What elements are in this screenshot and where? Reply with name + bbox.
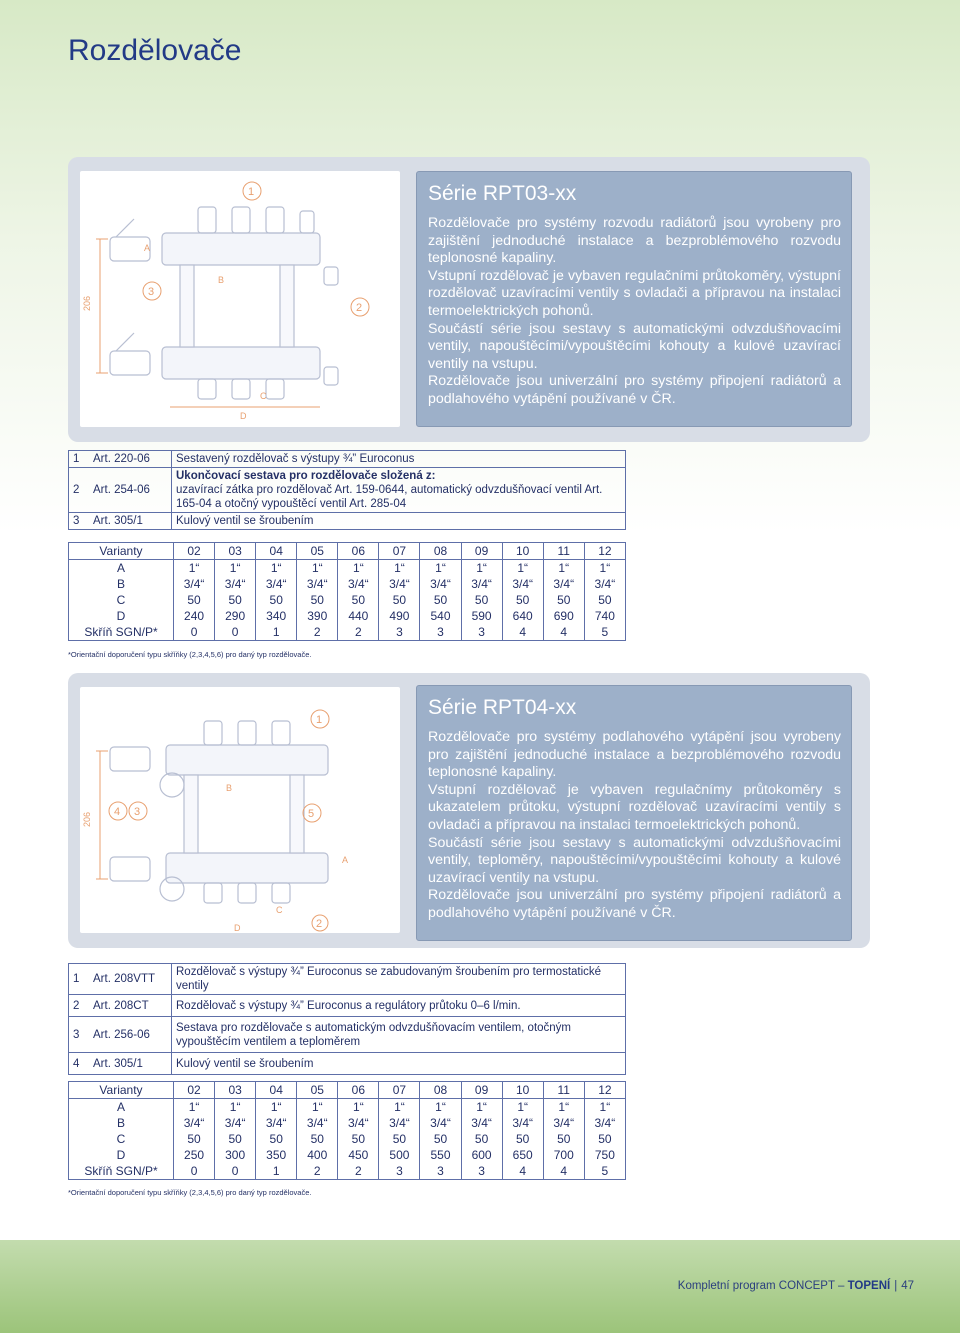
table-cell: 50 [256,592,297,608]
table-cell: 3/4“ [502,576,543,592]
callout-3: 3 [134,806,141,818]
table-cell: 1“ [461,1099,502,1116]
table-cell: 3/4“ [338,1115,379,1131]
callout-1: 1 [316,714,323,726]
dim-label-b: B [218,275,225,285]
article-number: 1 [69,964,90,995]
variant-header-cell: 10 [502,543,543,560]
table-cell: 50 [461,1131,502,1147]
table-cell: 50 [543,1131,584,1147]
table-cell: 2 [297,624,338,641]
table-row [69,576,626,592]
table-cell: 690 [543,608,584,624]
table-cell: 750 [584,1147,625,1163]
table-cell: 1“ [297,1099,338,1116]
variant-header-cell: 09 [461,543,502,560]
table-header-row [69,543,626,560]
variant-header-cell: 04 [256,543,297,560]
table-cell: 600 [461,1147,502,1163]
variant-header-cell: 05 [297,1082,338,1099]
table-cell: 3/4“ [174,1115,215,1131]
table-cell: 2 [297,1163,338,1180]
table-cell: 3 [379,624,420,641]
table-cell: 1“ [215,1099,256,1116]
dim-label-d: D [234,923,241,933]
table-cell: 1“ [584,560,625,577]
table-cell: 1“ [338,560,379,577]
table-cell: 490 [379,608,420,624]
variant-header-cell: 06 [338,543,379,560]
table-cell: 3/4“ [215,1115,256,1131]
table-row [69,468,626,513]
article-code: Art. 208CT [89,995,172,1017]
table-cell: 4 [543,624,584,641]
series-rpt03-description [416,171,852,427]
articles-table-rpt04 [68,963,626,1075]
table-row [69,1131,626,1147]
page-number: 47 [901,1280,914,1292]
manifold-drawing-svg [80,687,400,933]
table-cell: 3/4“ [338,576,379,592]
dim-label-a: A [144,243,151,253]
table-cell: 440 [338,608,379,624]
variant-header-cell: 02 [174,543,215,560]
table-row [69,964,626,995]
variant-header-cell: 12 [584,543,625,560]
table-cell: 0 [215,624,256,641]
table-row [69,995,626,1017]
table-cell: 4 [543,1163,584,1180]
article-number: 3 [69,1017,90,1053]
dimension-label: 206 [82,295,92,311]
table-row [69,1053,626,1075]
row-label: D [69,1147,174,1163]
row-label: D [69,608,174,624]
series-title: Série RPT03-xx [428,182,577,205]
row-label: A [69,560,174,577]
table-cell: 590 [461,608,502,624]
table-cell: 50 [215,592,256,608]
description-paragraph: Rozdělovače jsou univerzální pro systémy připojení radiátorů a podlahového vytápění používané v ČR. [428,373,841,407]
row-label: A [69,1099,174,1116]
table-cell: 50 [379,592,420,608]
table-cell: 1“ [379,560,420,577]
table-cell: 300 [215,1147,256,1163]
variants-table-rpt03 [68,542,626,641]
description-paragraph: Rozdělovače pro systémy podlahového vytápění jsou vyrobeny pro zajištění jednoduché instalace a bezproblémového rozvodu teplonosné kapaliny. [428,729,841,781]
table-cell: 50 [174,592,215,608]
table-cell: 50 [461,592,502,608]
table-cell: 3/4“ [502,1115,543,1131]
table-row [69,1115,626,1131]
footnote: *Orientační doporučení typu skříňky (2,3,4,5,6) pro daný typ rozdělovače. [68,1188,312,1197]
article-number: 3 [69,513,90,530]
table-cell: 3 [461,1163,502,1180]
table-cell: 3/4“ [256,1115,297,1131]
footer-separator: | [894,1280,898,1292]
table-cell: 4 [502,1163,543,1180]
article-code: Art. 208VTT [89,964,172,995]
variant-header-cell: 05 [297,543,338,560]
article-code: Art. 254-06 [89,468,172,513]
table-cell: 3/4“ [174,576,215,592]
callout-1: 1 [248,186,255,198]
table-row [69,451,626,468]
variant-header-cell: 08 [420,1082,461,1099]
table-cell: 240 [174,608,215,624]
articles-table-rpt03 [68,450,626,530]
article-number: 1 [69,451,90,468]
article-number: 4 [69,1053,90,1075]
row-label: C [69,1131,174,1147]
table-cell: 50 [584,1131,625,1147]
table-cell: 1“ [584,1099,625,1116]
table-cell: 3/4“ [420,576,461,592]
series-title: Série RPT04-xx [428,696,577,719]
series-rpt03-panel [68,157,870,442]
table-cell: 5 [584,1163,625,1180]
variants-header-label: Varianty [69,543,174,560]
table-cell: 3/4“ [461,1115,502,1131]
table-cell: 50 [584,592,625,608]
description-paragraph: Součástí série jsou sestavy s automatickými odvzdušňovacími ventily, teploměry, napouštěcími/vypouštěcími kohouty a kulové uzavírací ventily na vstupu. [428,834,841,886]
variant-header-cell: 06 [338,1082,379,1099]
article-description [172,468,626,513]
table-cell: 50 [502,592,543,608]
table-cell: 1“ [420,1099,461,1116]
table-cell: 1“ [420,560,461,577]
variants-header-label: Varianty [69,1082,174,1099]
article-description: Rozdělovač s výstupy ¾” Euroconus a regulátory průtoku 0–6 l/min. [172,995,626,1017]
variant-header-cell: 10 [502,1082,543,1099]
table-row [69,624,626,641]
description-paragraph: Rozdělovače pro systémy rozvodu radiátorů jsou vyrobeny pro zajištění jednoduché instalace a bezproblémového rozvodu teplonosné kapaliny. [428,215,841,267]
table-cell: 0 [215,1163,256,1180]
article-description: Kulový ventil se šroubením [172,513,626,530]
article-description-detail: uzavírací zátka pro rozdělovač Art. 159-0644, automatický odvzdušňovací ventil Art. 165-04 a otočný vypouštěcí ventil Art. 285-04 [176,484,603,510]
table-cell: 50 [297,1131,338,1147]
table-cell: 1“ [174,560,215,577]
table-cell: 1 [256,1163,297,1180]
table-cell: 650 [502,1147,543,1163]
table-cell: 50 [502,1131,543,1147]
manifold-drawing-rpt03 [80,171,400,427]
table-cell: 50 [256,1131,297,1147]
series-rpt04-description [416,685,852,941]
footer-section: TOPENÍ [847,1280,891,1292]
table-cell: 250 [174,1147,215,1163]
table-cell: 4 [502,624,543,641]
variant-header-cell: 07 [379,543,420,560]
table-cell: 50 [338,592,379,608]
table-cell: 50 [174,1131,215,1147]
table-cell: 640 [502,608,543,624]
table-cell: 3/4“ [543,576,584,592]
table-cell: 740 [584,608,625,624]
variant-header-cell: 07 [379,1082,420,1099]
table-cell: 50 [420,592,461,608]
table-cell: 1“ [256,1099,297,1116]
table-cell: 350 [256,1147,297,1163]
table-cell: 340 [256,608,297,624]
series-rpt04-panel [68,673,870,948]
table-row [69,592,626,608]
callout-3: 3 [148,286,155,298]
row-label: B [69,576,174,592]
table-cell: 0 [174,624,215,641]
table-cell: 3/4“ [379,576,420,592]
callout-4: 4 [114,806,121,818]
table-cell: 50 [379,1131,420,1147]
table-cell: 50 [420,1131,461,1147]
table-cell: 2 [338,624,379,641]
description-paragraph: Vstupní rozdělovač je vybaven regulačnímy průtokoměry s ukazatelem průtoku, výstupní rozdělovač uzavíracími ventily s ovladači a přípravou na instalaci termoelektrických pohonů. [428,781,841,833]
page-title: Rozdělovače [68,34,242,67]
table-cell: 50 [543,592,584,608]
table-cell: 0 [174,1163,215,1180]
footer-program: Kompletní program CONCEPT – [677,1280,845,1292]
article-number: 2 [69,995,90,1017]
article-description-title: Ukončovací sestava pro rozdělovače složená z: [176,470,436,482]
article-description: Sestavený rozdělovač s výstupy ¾” Euroconus [172,451,626,468]
variant-header-cell: 09 [461,1082,502,1099]
variant-header-cell: 02 [174,1082,215,1099]
table-cell: 3/4“ [297,576,338,592]
row-label: B [69,1115,174,1131]
table-row [69,1017,626,1053]
table-cell: 400 [297,1147,338,1163]
dim-label-d: D [240,411,247,421]
manifold-drawing-svg [80,171,400,427]
table-cell: 1“ [543,1099,584,1116]
variant-header-cell: 08 [420,543,461,560]
table-cell: 3/4“ [461,576,502,592]
dim-label-b: B [226,783,233,793]
variant-header-cell: 03 [215,543,256,560]
table-cell: 550 [420,1147,461,1163]
variant-header-cell: 12 [584,1082,625,1099]
footnote: *Orientační doporučení typu skříňky (2,3,4,5,6) pro daný typ rozdělovače. [68,650,312,659]
table-cell: 450 [338,1147,379,1163]
callout-2: 2 [356,302,363,314]
article-code: Art. 220-06 [89,451,172,468]
table-cell: 1“ [543,560,584,577]
callout-2: 2 [316,918,323,930]
table-row [69,1163,626,1180]
article-description: Sestava pro rozdělovače s automatickým odvzdušňovacím ventilem, otočným vypouštěcím ventilem a teploměrem [172,1017,626,1053]
article-description: Rozdělovač s výstupy ¾” Euroconus se zabudovaným šroubením pro termostatické ventily [172,964,626,995]
variants-table-rpt04 [68,1081,626,1180]
table-row [69,1147,626,1163]
table-cell: 3 [420,1163,461,1180]
table-cell: 1“ [502,1099,543,1116]
table-cell: 1“ [379,1099,420,1116]
article-number: 2 [69,468,90,513]
article-code: Art. 305/1 [89,1053,172,1075]
table-cell: 3 [420,624,461,641]
table-row [69,560,626,577]
table-cell: 3 [461,624,502,641]
table-cell: 3/4“ [256,576,297,592]
dim-label-c: C [276,905,283,915]
callout-5: 5 [308,808,315,820]
table-cell: 3/4“ [297,1115,338,1131]
row-label: C [69,592,174,608]
table-cell: 1“ [338,1099,379,1116]
article-description: Kulový ventil se šroubením [172,1053,626,1075]
table-cell: 1“ [256,560,297,577]
dim-label-c: C [260,391,267,401]
table-cell: 50 [297,592,338,608]
article-code: Art. 305/1 [89,513,172,530]
table-cell: 3/4“ [584,1115,625,1131]
table-cell: 1 [256,624,297,641]
description-paragraph: Vstupní rozdělovač je vybaven regulačními průtokoměry, výstupní rozdělovač uzavíracími ventily s ovladači a přípravou na instalaci termoelektrických pohonů. [428,267,841,319]
footer [678,1280,914,1292]
table-cell: 1“ [461,560,502,577]
table-cell: 3 [379,1163,420,1180]
table-cell: 3/4“ [584,576,625,592]
table-cell: 700 [543,1147,584,1163]
row-label: Skříň SGN/P* [69,1163,174,1180]
table-header-row [69,1082,626,1099]
table-cell: 3/4“ [420,1115,461,1131]
variant-header-cell: 11 [543,1082,584,1099]
table-cell: 3/4“ [379,1115,420,1131]
dim-label-a: A [342,855,349,865]
variant-header-cell: 04 [256,1082,297,1099]
table-cell: 1“ [297,560,338,577]
table-cell: 3/4“ [543,1115,584,1131]
table-cell: 540 [420,608,461,624]
description-paragraph: Součástí série jsou sestavy s automatickými odvzdušňovacími ventily, napouštěcími/vypouštěcími kohouty a kulové uzavírací ventily na vstupu. [428,320,841,372]
table-cell: 2 [338,1163,379,1180]
table-cell: 1“ [215,560,256,577]
manifold-drawing-rpt04 [80,687,400,933]
article-code: Art. 256-06 [89,1017,172,1053]
dimension-label: 206 [82,811,92,827]
table-cell: 3/4“ [215,576,256,592]
table-row [69,513,626,530]
table-cell: 50 [215,1131,256,1147]
table-cell: 5 [584,624,625,641]
table-cell: 390 [297,608,338,624]
variant-header-cell: 11 [543,543,584,560]
table-cell: 290 [215,608,256,624]
table-cell: 500 [379,1147,420,1163]
table-cell: 1“ [502,560,543,577]
variant-header-cell: 03 [215,1082,256,1099]
table-cell: 1“ [174,1099,215,1116]
row-label: Skříň SGN/P* [69,624,174,641]
table-cell: 50 [338,1131,379,1147]
description-paragraph: Rozdělovače jsou univerzální pro systémy připojení radiátorů a podlahového vytápění používané v ČR. [428,887,841,921]
table-row [69,1099,626,1116]
table-row [69,608,626,624]
